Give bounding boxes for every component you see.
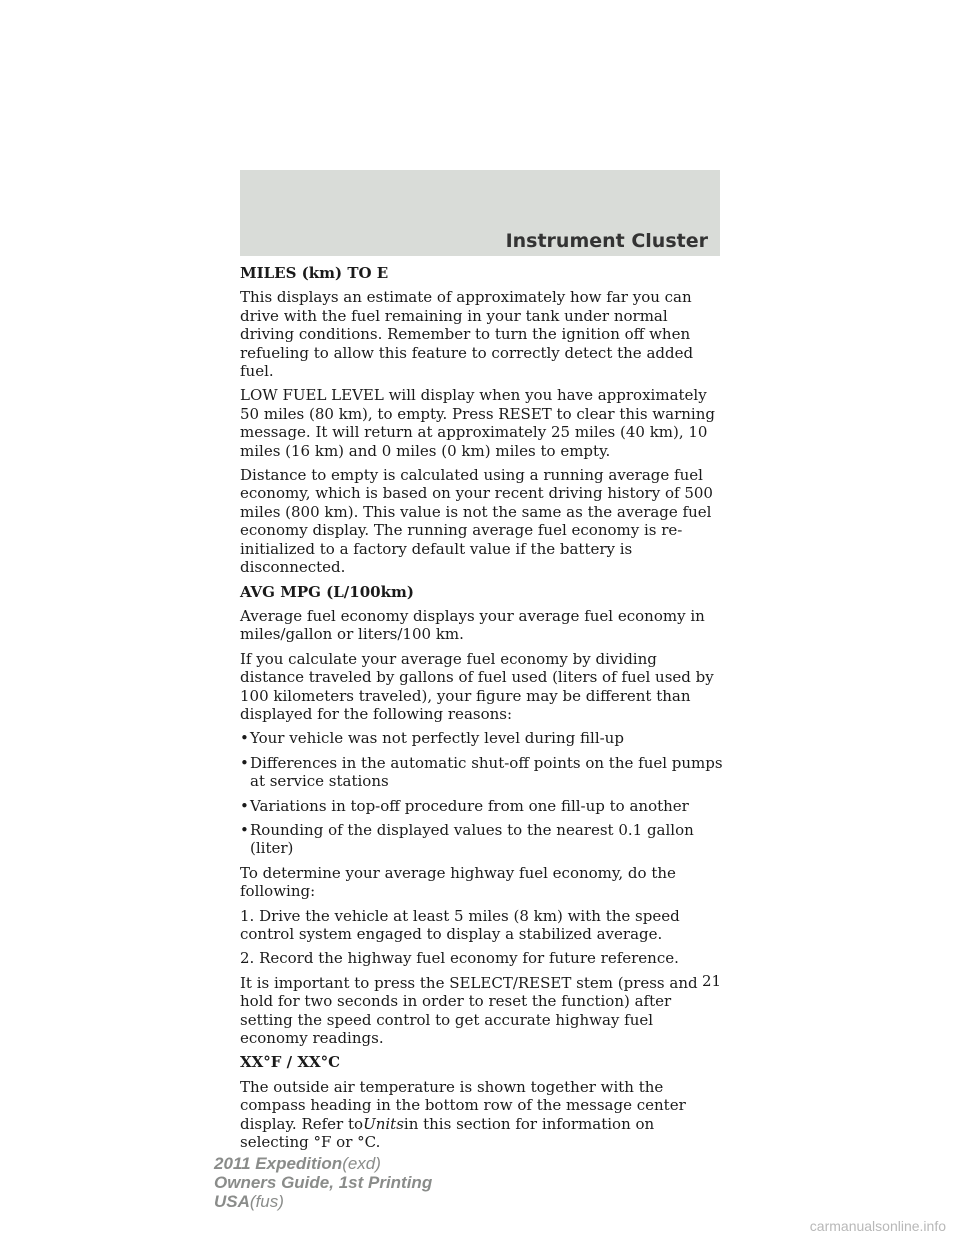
miles-paragraph-1: This displays an estimate of approximately how far you can drive with the fuel remaining in your tank under normal driving conditions. Remember to turn the ignition off when refueling to allow this feature to correctly detect the added fuel. <box>240 288 694 381</box>
bullet-item <box>240 821 725 858</box>
avg-paragraph-2: If you calculate your average fuel economy by dividing distance traveled by gallons of fuel used (liters of fuel used by 100 kilometers traveled), your figure may be different than displayed for the following reasons: <box>240 649 714 723</box>
section-title: Instrument Cluster <box>505 230 708 252</box>
bullet-text: Your vehicle was not perfectly level during fill-up <box>250 729 624 748</box>
units-reference: Units <box>363 1114 404 1133</box>
footer-line-3 <box>214 1192 432 1211</box>
step-1: 1. Drive the vehicle at least 5 miles (8 km) with the speed control system engaged to display a stabilized average. <box>240 906 680 943</box>
bullet-text: Differences in the automatic shut-off points on the fuel pumps at service stations <box>250 753 723 791</box>
document-footer <box>214 1154 432 1211</box>
footer-line-1 <box>214 1154 432 1173</box>
page-number: 21 <box>702 972 722 990</box>
miles-paragraph-3: Distance to empty is calculated using a running average fuel economy, which is based on your recent driving history of 500 miles (800 km). This value is not the same as the average fuel economy display. The running average fuel economy is re-initialized to a factory default value if the battery is disconnected. <box>240 466 713 577</box>
step-2: 2. Record the highway fuel economy for future reference. <box>240 949 679 968</box>
temperature-text-start: The outside air temperature is shown together with the compass heading in the bottom row of the message center display. Refer to <box>240 1077 686 1133</box>
temperature-text-end: in this section for information on selecting °F or °C. <box>240 1114 655 1152</box>
bullet-icon: • <box>240 753 249 772</box>
bullet-text: Variations in top-off procedure from one fill-up to another <box>250 796 689 815</box>
watermark: carmanualsonline.info <box>809 1218 946 1234</box>
bullet-item <box>240 754 725 791</box>
temperature-heading: XX°F / XX°C <box>240 1053 341 1072</box>
footer-market: USA <box>214 1192 250 1211</box>
temperature-paragraph <box>240 1078 725 1152</box>
miles-paragraph-2: LOW FUEL LEVEL will display when you have approximately 50 miles (80 km), to empty. Press RESET to clear this warning message. It will return at approximately 25 miles (40 km), 10 miles (16 km) and 0 miles (0 km) miles to empty. <box>240 386 715 460</box>
page-content <box>240 264 725 1157</box>
bullet-icon: • <box>240 796 249 815</box>
bullet-item <box>240 729 725 747</box>
avg-paragraph-3: To determine your average highway fuel economy, do the following: <box>240 863 676 901</box>
bullet-text: Rounding of the displayed values to the nearest 0.1 gallon (liter) <box>250 820 694 858</box>
bullet-item <box>240 797 725 815</box>
avg-paragraph-4: It is important to press the SELECT/RESET stem (press and hold for two seconds in order to reset the function) after setting the speed control to get accurate highway fuel economy readings. <box>240 973 698 1048</box>
avg-paragraph-1: Average fuel economy displays your average fuel economy in miles/gallon or liters/100 km. <box>240 606 705 644</box>
avg-mpg-heading: AVG MPG (L/100km) <box>240 582 414 601</box>
bullet-icon: • <box>240 820 249 839</box>
bullet-icon: • <box>240 729 249 748</box>
section-header-band <box>240 170 720 256</box>
footer-line-2: Owners Guide, 1st Printing <box>214 1173 433 1192</box>
footer-market-code: (fus) <box>249 1192 284 1211</box>
miles-to-e-heading: MILES (km) TO E <box>240 264 389 282</box>
footer-model-code: (exd) <box>342 1154 381 1173</box>
footer-model: 2011 Expedition <box>214 1154 343 1173</box>
